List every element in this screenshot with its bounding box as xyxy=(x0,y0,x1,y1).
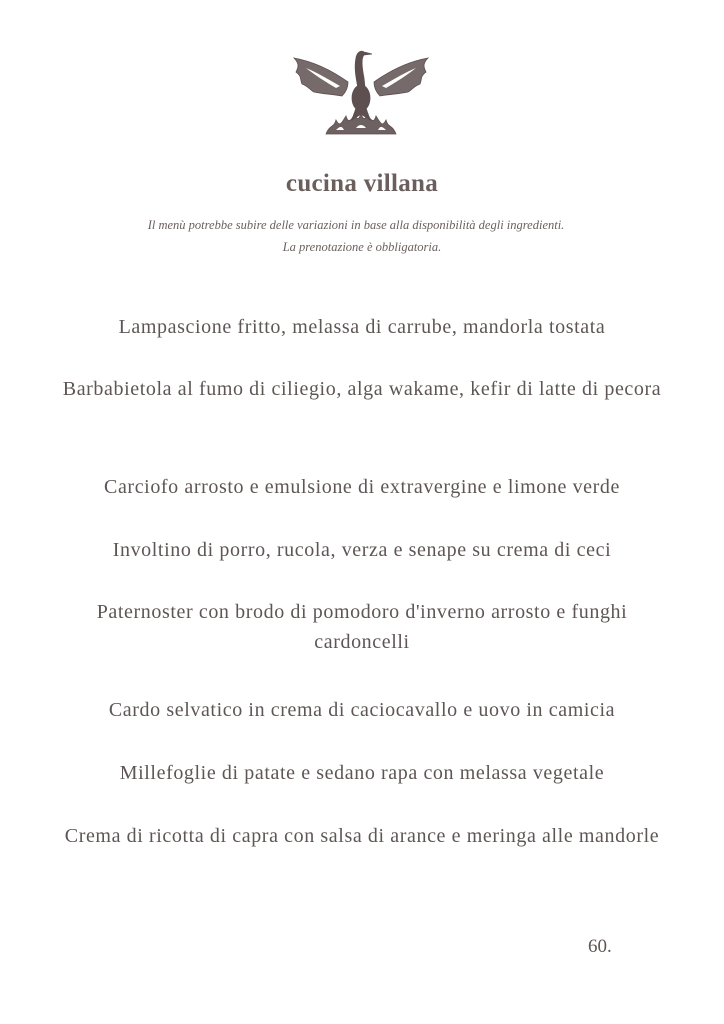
menu-note-variations: Il menù potrebbe subire delle variazioni in base alla disponibilità degli ingredienti. xyxy=(147,218,565,232)
dish-item: Carciofo arrosto e emulsione di extravergine e limone verde xyxy=(104,476,620,498)
dish-item: Lampascione fritto, melassa di carrube, mandorla tostata xyxy=(118,316,606,338)
phoenix-logo-icon xyxy=(286,42,436,138)
dish-item: Cardo selvatico in crema di caciocavallo e uovo in camicia xyxy=(108,699,616,721)
menu-price: 60. xyxy=(588,936,612,957)
dish-item: Millefoglie di patate e sedano rapa con melassa vegetale xyxy=(119,762,605,784)
dish-item: Crema di ricotta di capra con salsa di arance e meringa alle mandorle xyxy=(64,825,660,847)
menu-note-reservation: La prenotazione è obbligatoria. xyxy=(282,240,442,254)
dish-item: Involtino di porro, rucola, verza e senape su crema di ceci xyxy=(112,539,612,561)
dish-item: Paternoster con brodo di pomodoro d'inverno arrosto e funghi cardoncelli xyxy=(96,601,628,653)
menu-title: cucina villana xyxy=(285,170,439,197)
dish-item: Barbabietola al fumo di ciliegio, alga wakame, kefir di latte di pecora xyxy=(62,378,662,400)
